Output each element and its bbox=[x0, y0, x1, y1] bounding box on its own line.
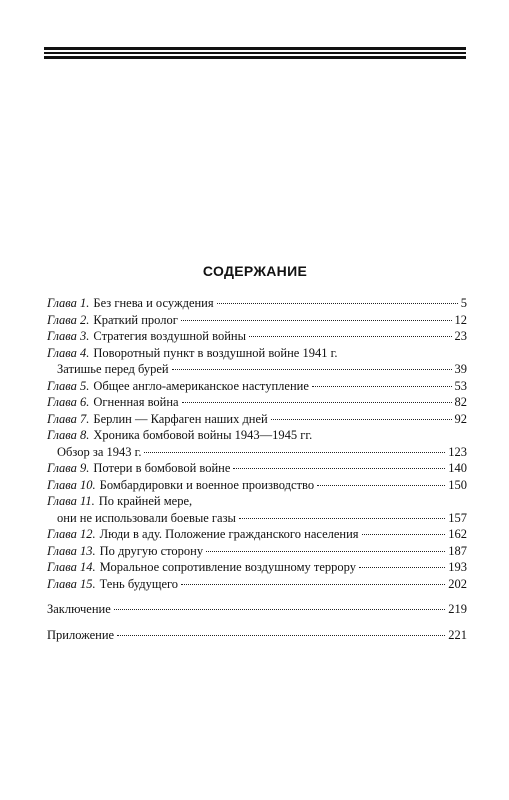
toc-entry-back-matter[interactable] bbox=[47, 601, 467, 618]
page-number: 187 bbox=[448, 543, 467, 558]
page-number: 202 bbox=[448, 576, 467, 591]
toc-entry[interactable] bbox=[47, 460, 467, 477]
dot-leader bbox=[114, 609, 446, 610]
toc-entry[interactable] bbox=[47, 576, 467, 593]
section-title: Заключение bbox=[47, 602, 111, 616]
toc-entry-continuation[interactable] bbox=[47, 361, 467, 378]
chapter-number: Глава 1. bbox=[47, 296, 90, 310]
header-rule bbox=[44, 52, 466, 54]
chapter-title: Огненная война bbox=[93, 395, 179, 409]
toc-entry[interactable] bbox=[47, 312, 467, 329]
chapter-number: Глава 6. bbox=[47, 395, 90, 409]
page-number: 140 bbox=[448, 461, 467, 475]
toc-entry[interactable] bbox=[47, 427, 467, 444]
page-number: 123 bbox=[448, 444, 467, 459]
chapter-title: Общее англо-американское наступление bbox=[93, 378, 309, 393]
dot-leader bbox=[182, 402, 452, 403]
toc-entry-continuation[interactable] bbox=[47, 510, 467, 527]
chapter-title-continued: Обзор за 1943 г. bbox=[57, 444, 142, 459]
chapter-title: По другую сторону bbox=[99, 543, 204, 558]
toc-entry-continuation[interactable] bbox=[47, 444, 467, 461]
page-number: 193 bbox=[448, 560, 467, 574]
toc-heading: СОДЕРЖАНИЕ bbox=[202, 263, 308, 279]
page-number: 82 bbox=[454, 395, 467, 409]
toc-entry[interactable] bbox=[47, 526, 467, 543]
chapter-number: Глава 5. bbox=[47, 378, 90, 393]
toc-entry[interactable] bbox=[47, 394, 467, 411]
dot-leader bbox=[249, 336, 452, 337]
chapter-title: Бомбардировки и военное производство bbox=[99, 477, 315, 492]
chapter-number: Глава 14. bbox=[47, 560, 96, 574]
dot-leader bbox=[239, 518, 445, 519]
toc-entry[interactable] bbox=[47, 411, 467, 428]
page-number: 53 bbox=[454, 378, 467, 393]
page-number: 12 bbox=[454, 312, 467, 327]
toc-entry-back-matter[interactable] bbox=[47, 627, 467, 644]
page-number: 23 bbox=[454, 329, 467, 343]
chapter-title: Потери в бомбовой войне bbox=[93, 461, 231, 475]
dot-leader bbox=[233, 468, 445, 469]
chapter-title: Люди в аду. Положение гражданского населения bbox=[99, 527, 359, 541]
section-title: Приложение bbox=[47, 627, 115, 642]
page-number: 150 bbox=[448, 477, 467, 492]
dot-leader bbox=[362, 534, 446, 535]
page-number: 162 bbox=[448, 527, 467, 541]
dot-leader bbox=[181, 320, 452, 321]
header-rule bbox=[44, 47, 466, 50]
chapter-title: Хроника бомбовой войны 1943—1945 гг. bbox=[93, 428, 313, 442]
dot-leader bbox=[172, 369, 452, 370]
toc-entry[interactable] bbox=[47, 295, 467, 312]
chapter-number: Глава 3. bbox=[47, 329, 90, 343]
chapter-title: Берлин — Карфаген наших дней bbox=[93, 411, 268, 426]
dot-leader bbox=[117, 635, 445, 636]
page-number: 92 bbox=[454, 411, 467, 426]
chapter-title: Тень будущего bbox=[99, 576, 179, 591]
dot-leader bbox=[271, 419, 452, 420]
dot-leader bbox=[317, 485, 445, 486]
chapter-title-continued: Затишье перед бурей bbox=[57, 362, 169, 376]
dot-leader bbox=[312, 386, 452, 387]
chapter-title: Поворотный пункт в воздушной войне 1941 г. bbox=[93, 345, 338, 360]
dot-leader bbox=[206, 551, 445, 552]
chapter-title: Краткий пролог bbox=[93, 312, 178, 327]
chapter-title: Стратегия воздушной войны bbox=[93, 329, 246, 343]
chapter-number: Глава 11. bbox=[47, 494, 95, 508]
toc-entry[interactable] bbox=[47, 543, 467, 560]
page-number: 5 bbox=[460, 296, 467, 310]
table-of-contents bbox=[47, 295, 467, 643]
dot-leader bbox=[181, 584, 445, 585]
toc-entry[interactable] bbox=[47, 477, 467, 494]
toc-entry[interactable] bbox=[47, 493, 467, 510]
dot-leader bbox=[217, 303, 458, 304]
section-gap bbox=[47, 618, 467, 627]
chapter-number: Глава 13. bbox=[47, 543, 96, 558]
dot-leader bbox=[359, 567, 445, 568]
chapter-number: Глава 9. bbox=[47, 461, 90, 475]
chapter-number: Глава 2. bbox=[47, 312, 90, 327]
chapter-number: Глава 15. bbox=[47, 576, 96, 591]
chapter-number: Глава 4. bbox=[47, 345, 90, 360]
chapter-title: Моральное сопротивление воздушному террору bbox=[99, 560, 356, 574]
chapter-title: По крайней мере, bbox=[98, 494, 193, 508]
toc-entry[interactable] bbox=[47, 378, 467, 395]
chapter-number: Глава 10. bbox=[47, 477, 96, 492]
chapter-number: Глава 12. bbox=[47, 527, 96, 541]
chapter-title: Без гнева и осуждения bbox=[93, 296, 214, 310]
page-number: 39 bbox=[454, 362, 467, 376]
chapter-number: Глава 7. bbox=[47, 411, 90, 426]
toc-entry[interactable] bbox=[47, 345, 467, 362]
header-rule bbox=[44, 56, 466, 59]
chapter-title-continued: они не использовали боевые газы bbox=[57, 510, 236, 525]
dot-leader bbox=[144, 452, 445, 453]
section-gap bbox=[47, 592, 467, 601]
page-number: 157 bbox=[448, 510, 467, 525]
chapter-number: Глава 8. bbox=[47, 428, 90, 442]
toc-entry[interactable] bbox=[47, 559, 467, 576]
page-number: 219 bbox=[448, 602, 467, 616]
page-number: 221 bbox=[448, 627, 467, 642]
toc-entry[interactable] bbox=[47, 328, 467, 345]
